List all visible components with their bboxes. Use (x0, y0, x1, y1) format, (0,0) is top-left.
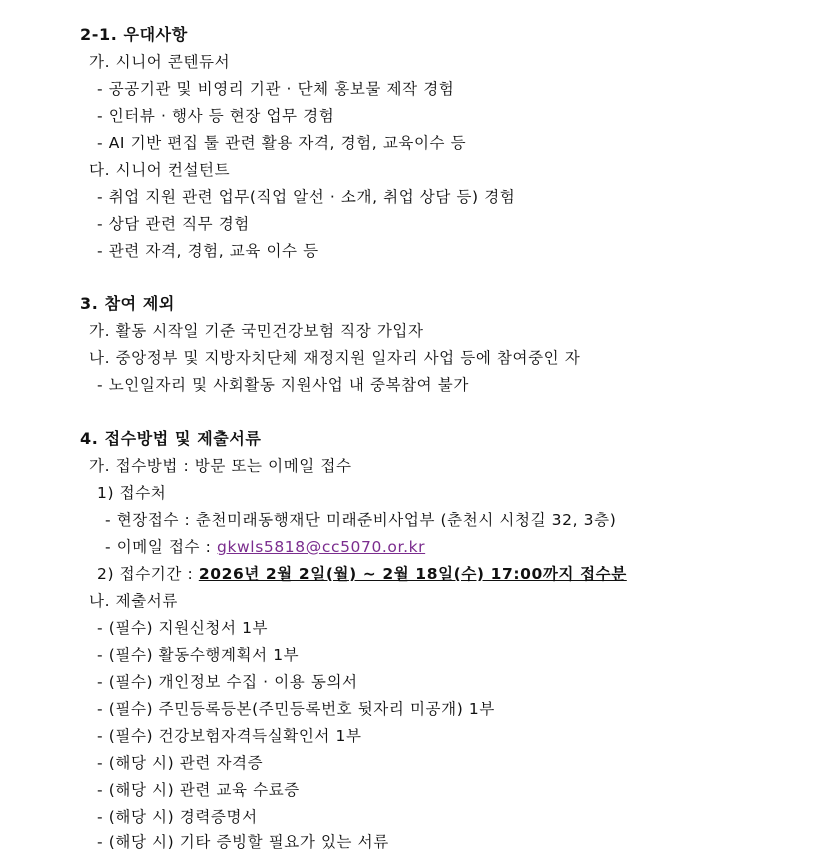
documents-title: 나. 제출서류 (89, 592, 178, 610)
list-item: - 취업 지원 관련 업무(직업 알선 · 소개, 취업 상담 등) 경험 (97, 188, 516, 206)
section-heading-preferential: 2-1. 우대사항 (80, 25, 188, 44)
period-value: 2026년 2월 2일(월) ~ 2월 18일(수) 17:00까지 접수분 (198, 565, 627, 583)
email-link[interactable]: gkwls5818@cc5070.or.kr (217, 538, 426, 556)
list-item: - 관련 자격, 경험, 교육 이수 등 (97, 242, 319, 260)
list-item: - AI 기반 편집 툴 관련 활용 자격, 경험, 교육이수 등 (97, 134, 467, 152)
document-item: - (필수) 개인정보 수집 · 이용 동의서 (97, 673, 358, 691)
section-heading-exclusion: 3. 참여 제외 (80, 294, 175, 313)
list-item: - 인터뷰 · 행사 등 현장 업무 경험 (97, 107, 335, 125)
document-item: - (필수) 활동수행계획서 1부 (97, 646, 300, 664)
subsection-title-senior-consultant: 다. 시니어 컨설턴트 (89, 161, 231, 179)
section-heading-application: 4. 접수방법 및 제출서류 (80, 429, 262, 448)
application-place-title: 1) 접수처 (97, 484, 167, 502)
document-item: - (필수) 건강보험자격득실확인서 1부 (97, 727, 362, 745)
list-item: 나. 중앙정부 및 지방자치단체 재정지원 일자리 사업 등에 참여중인 자 (89, 349, 581, 367)
email-application (105, 537, 425, 557)
list-item: - 상담 관련 직무 경험 (97, 215, 250, 233)
document-item: - (해당 시) 경력증명서 (97, 808, 258, 826)
period-label: 2) 접수기간 : (97, 565, 199, 583)
document-item: - (필수) 지원신청서 1부 (97, 619, 269, 637)
application-period (97, 564, 627, 584)
list-item: - 공공기관 및 비영리 기관 · 단체 홍보물 제작 경험 (97, 80, 455, 98)
document-item: - (해당 시) 기타 증빙할 필요가 있는 서류 (97, 833, 389, 851)
application-method: 가. 접수방법 : 방문 또는 이메일 접수 (89, 457, 352, 475)
list-item: - 노인일자리 및 사회활동 지원사업 내 중복참여 불가 (97, 376, 469, 394)
email-label: - 이메일 접수 : (105, 538, 217, 556)
document-item: - (필수) 주민등록등본(주민등록번호 뒷자리 미공개) 1부 (97, 700, 495, 718)
document-item: - (해당 시) 관련 자격증 (97, 754, 264, 772)
document-item: - (해당 시) 관련 교육 수료증 (97, 781, 300, 799)
subsection-title-senior-contentducer: 가. 시니어 콘텐듀서 (89, 53, 231, 71)
list-item: 가. 활동 시작일 기준 국민건강보험 직장 가입자 (89, 322, 424, 340)
onsite-application: - 현장접수 : 춘천미래동행재단 미래준비사업부 (춘천시 시청길 32, 3층) (105, 511, 617, 529)
